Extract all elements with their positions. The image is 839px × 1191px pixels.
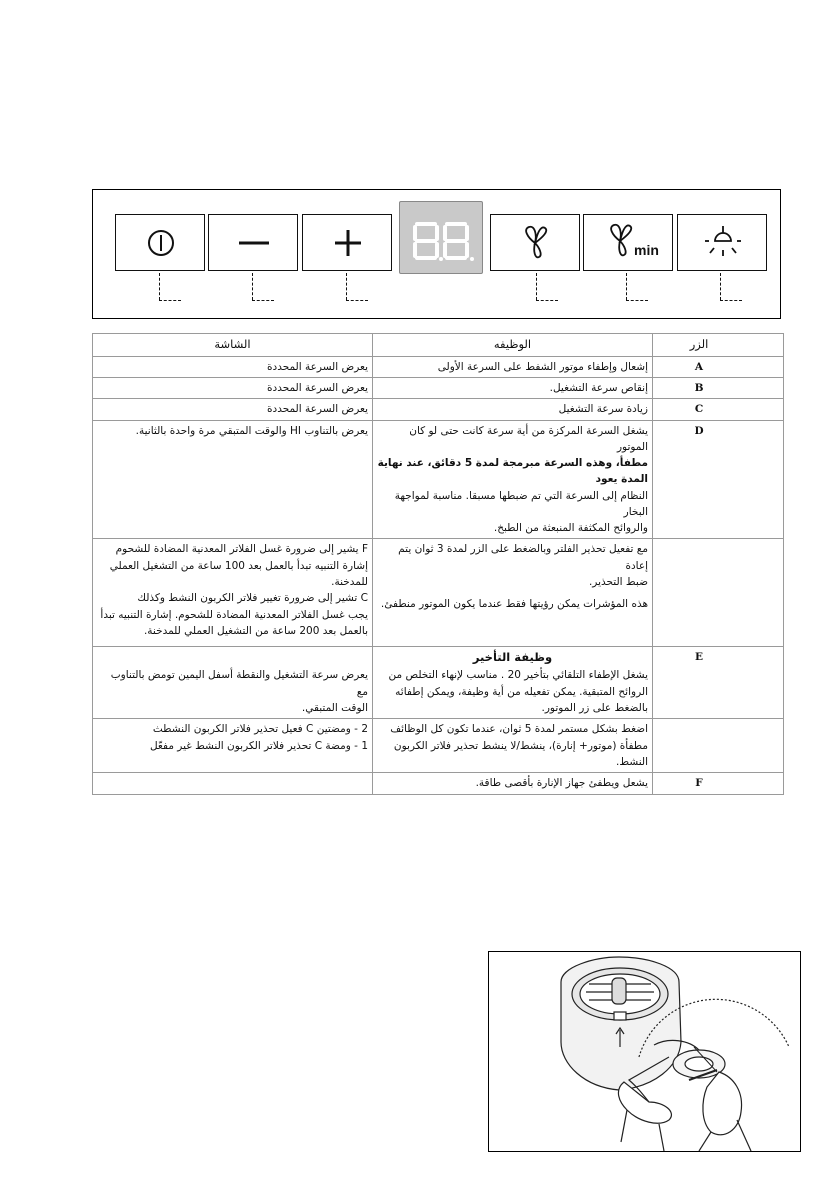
row-e-function-line: بالضغط على زر الموتور. — [541, 701, 648, 714]
row-c-function: زيادة سرعة التشغيل — [373, 399, 653, 420]
row-d-function — [373, 420, 653, 539]
row-filter-display-line: بالعمل بعد 200 ساعة من التشغيل العملي للمدخنة. — [143, 624, 368, 637]
row-carbon-display-line: 1 - ومضة C تحذير فلاتر الكربون النشط غير مفعّل — [149, 739, 368, 752]
row-e-display-line: يعرض سرعة التشغيل والنقطة أسفل اليمين تومض بالتناوب مع — [110, 669, 368, 698]
row-carbon-function-line: النشط. — [616, 755, 648, 768]
leader-line-c — [346, 273, 347, 300]
leader-tick-e — [626, 300, 648, 301]
light-button[interactable] — [677, 214, 767, 271]
row-filter-display-line: إشارة التنبيه تبدأ بالعمل بعد 100 ساعة من التشغيل العملي — [109, 559, 368, 572]
table-header-row — [93, 334, 784, 357]
filter-removal-illustration — [488, 951, 801, 1152]
row-d-function-line: يشغل السرعة المركزة من أية سرعة كانت حتى لو كان الموتور — [409, 424, 648, 453]
row-e-display — [93, 647, 373, 719]
row-d-function-line: والروائح المكثفة المنبعثة من الطبخ. — [493, 522, 648, 535]
table-row — [93, 647, 784, 719]
power-icon — [116, 215, 206, 272]
row-carbon-display-line: 2 - ومضتين C فعيل تحذير فلاتر الكربون النشطث — [152, 723, 368, 736]
row-carbon-function-line: اضغط بشكل مستمر لمدة 5 ثوان، عندما تكون كل الوظائف — [390, 723, 648, 736]
minus-button[interactable] — [208, 214, 298, 271]
row-d-display: يعرض بالتناوب HI والوقت المتبقي مرة واحدة بالثانية. — [93, 420, 373, 539]
table-row — [93, 378, 784, 399]
light-icon — [678, 215, 768, 272]
seven-segment-display — [400, 202, 484, 275]
row-b-display: يعرض السرعة المحددة — [93, 378, 373, 399]
row-carbon-function-line: مطفأة (موتور+ إنارة)، ينشط/لا ينشط تحذير فلاتر الكربون — [393, 739, 648, 752]
row-d-key: D — [653, 420, 784, 539]
leader-tick-a — [159, 300, 181, 301]
table-row — [93, 420, 784, 539]
row-carbon-function — [373, 719, 653, 773]
fan-min-icon — [584, 215, 674, 272]
row-a-key: A — [653, 356, 784, 377]
leader-line-e — [626, 273, 627, 300]
row-e-display-line: الوقت المتبقي. — [301, 702, 368, 714]
row-c-key: C — [653, 399, 784, 420]
row-e-key: E — [653, 647, 784, 719]
row-filter-key — [653, 539, 784, 647]
table-row — [93, 719, 784, 773]
fan-min-button[interactable] — [583, 214, 673, 271]
table-row — [93, 356, 784, 377]
control-panel-diagram — [92, 189, 781, 319]
row-d-function-line: مطفأ، وهذه السرعة مبرمجة لمدة 5 دقائق، عند نهاية المدة يعود — [377, 457, 648, 486]
row-a-function: إشعال وإطفاء موتور الشفط على السرعة الأولى — [373, 356, 653, 377]
row-filter-function-line: مع تفعيل تحذير الفلتر وبالضغط على الزر لمدة 3 ثوان يتم إعادة — [398, 543, 648, 572]
header-display: الشاشة — [93, 334, 373, 357]
row-c-display: يعرض السرعة المحددة — [93, 399, 373, 420]
leader-tick-b — [252, 300, 274, 301]
row-e-function-line: يشغل الإطفاء التلقائي بتأخير 20 . مناسب لإنهاء التخلص من — [388, 669, 648, 682]
leader-tick-f — [720, 300, 742, 301]
leader-tick-c — [346, 300, 368, 301]
leader-tick-d — [536, 300, 558, 301]
digital-display — [399, 201, 483, 274]
table-row — [93, 773, 784, 794]
power-button[interactable] — [115, 214, 205, 271]
hood-filter-drawing — [489, 952, 800, 1151]
row-f-function: يشعل ويطفئ جهاز الإنارة بأقصى طاقة. — [373, 773, 653, 794]
row-e-function-line: الروائح المتبقية. يمكن تفعيله من أية وظيفة، ويمكن إطفائه — [395, 685, 648, 698]
table-row — [93, 539, 784, 647]
header-button: الزر — [653, 334, 784, 357]
row-e-function-title: وظيفة التأخير — [472, 650, 553, 665]
row-filter-function — [373, 539, 653, 647]
row-filter-display-line: يجب غسل الفلاتر المعدنية المضادة للشحوم. إشارة التنبيه تبدأ — [100, 608, 368, 621]
row-e-function — [373, 647, 653, 719]
fan-button[interactable] — [490, 214, 580, 271]
plus-icon — [303, 215, 393, 272]
row-filter-display-line: C تشير إلى ضرورة تغيير فلاتر الكربون النشط وكذلك — [137, 592, 368, 605]
row-b-key: B — [653, 378, 784, 399]
header-function: الوظيفه — [373, 334, 653, 357]
row-filter-display-line: للمدخنة. — [331, 576, 368, 588]
row-filter-function-line: ضبط التحذير. — [588, 576, 648, 588]
fan-min-label: min — [634, 242, 659, 258]
leader-line-d — [536, 273, 537, 300]
row-carbon-display — [93, 719, 373, 773]
row-f-key: F — [653, 773, 784, 794]
row-d-function-line: النظام إلى السرعة التي تم ضبطها مسبقا. مناسبة لمواجهة البخار — [394, 489, 648, 518]
row-filter-display-line: F يشير إلى ضرورة غسل الفلاتر المعدنية المضادة للشحوم — [115, 543, 368, 556]
row-a-display: يعرض السرعة المحددة — [93, 356, 373, 377]
row-filter-function-line: هذه المؤشرات يمكن رؤيتها فقط عندما يكون الموتور منطفئ. — [380, 598, 648, 611]
leader-line-a — [159, 273, 160, 300]
function-table — [92, 333, 784, 795]
row-filter-display — [93, 539, 373, 647]
minus-icon — [209, 215, 299, 272]
table-row — [93, 399, 784, 420]
leader-line-f — [720, 273, 721, 300]
plus-button[interactable] — [302, 214, 392, 271]
row-f-display — [93, 773, 373, 794]
fan-icon — [491, 215, 581, 272]
row-b-function: إنقاص سرعة التشغيل. — [373, 378, 653, 399]
row-carbon-key — [653, 719, 784, 773]
leader-line-b — [252, 273, 253, 300]
